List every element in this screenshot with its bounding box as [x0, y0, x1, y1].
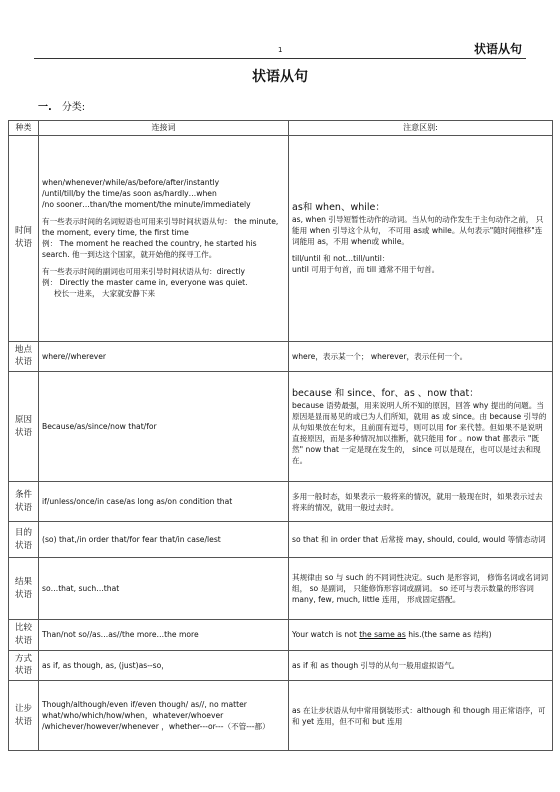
- note-purpose: so that 和 in order that 后常接 may, should, could, would 等情态动词: [289, 522, 553, 558]
- kind-condition: [9, 482, 39, 522]
- kind-reason-text: 原因 状语: [14, 414, 32, 438]
- note-condition: 多用一般时态，如果表示一般将来的情况，就用一般现在时，如果表示过去将来的情况，就用一般过去时。: [289, 482, 553, 522]
- page-number: 1: [278, 46, 283, 54]
- section-heading: [38, 98, 85, 113]
- header-conj: 连接词: [39, 121, 289, 136]
- page-header: [34, 36, 526, 59]
- time-example-1: 例： The moment he reached the country, he started his search. 他一到达这个国家，就开始他的探寻工作。: [42, 239, 257, 260]
- note-reason-text: because 语势最强，用来说明人所不知的原因，回答 why 提出的问题。当原因是显而易见的或已为人们所知，就用 as 或 since。由 because 引导的从句如果放在句末，且前面有逗号，则可以用 for 来代替。但如果不是说明直接原因，而是多种情况加以推断，就只能用 for 。now that 都表示 "既然" now that 一定是现在发生的， since 可以是现在，也可以是过去和现在。: [292, 401, 547, 466]
- note-time: [289, 135, 553, 341]
- conj-time: [39, 135, 289, 341]
- note-till-text: until 可用于句首，而 till 通常不用于句首。: [292, 265, 440, 275]
- note-compare: [289, 620, 553, 651]
- table-row-manner: [9, 650, 553, 681]
- kind-manner-text: 方式 状语: [14, 653, 32, 677]
- conj-reason: Because/as/since/now that/for: [39, 372, 289, 482]
- clause-table: [8, 120, 553, 751]
- note-result: 其规律由 so 与 such 的不同词性决定。such 是形容词， 修饰名词或名词词组， so 是副词， 只能修饰形容词或副词。 so 还可与表示数量的形容词 many, few, much, little 连用， 形成固定搭配。: [289, 558, 553, 620]
- conj-concession: Though/although/even if/even though/ as//, no matter what/who/which/how/when，whatever/whoever /whichever/however/whenever ，whether---or---（不管---都）: [39, 681, 289, 751]
- header-title: 状语从句: [473, 42, 522, 56]
- note-till-heading: till/until 和 not…till/until：: [292, 254, 390, 264]
- kind-condition-text: 条件 状语: [14, 489, 32, 513]
- table-row-purpose: [9, 522, 553, 558]
- kind-compare-text: 比较 状语: [14, 623, 32, 646]
- conj-purpose: (so) that,/in order that/for fear that/in case/lest: [39, 522, 289, 558]
- conj-place: where//wherever: [39, 341, 289, 372]
- kind-result-text: 结果 状语: [14, 576, 32, 600]
- note-time-heading: as和 when、while：: [292, 201, 385, 213]
- note-reason: [289, 372, 553, 482]
- table-row-time: [9, 135, 553, 341]
- conj-result: so…that, such…that: [39, 558, 289, 620]
- section-label: 分类:: [61, 102, 86, 113]
- kind-purpose: [9, 522, 39, 558]
- kind-concession-text: 让步 状语: [14, 703, 32, 727]
- conj-condition: if/unless/once/in case/as long as/on condition that: [39, 482, 289, 522]
- table-header-row: [9, 121, 553, 136]
- kind-place: [9, 341, 39, 372]
- time-noun-phrase-text: 有一些表示时间的名词短语也可用来引导时间状语从句： the minute, the moment, every time, the first time: [42, 217, 279, 238]
- table-row-condition: [9, 482, 553, 522]
- kind-result: [9, 558, 39, 620]
- table-row-concession: [9, 681, 553, 751]
- kind-purpose-text: 目的 状语: [14, 527, 32, 551]
- conj-time-line: /no sooner…than/the moment/the minute/immediately: [42, 200, 251, 210]
- kind-compare: [9, 620, 39, 651]
- kind-concession: [9, 681, 39, 751]
- table-row-compare: [9, 620, 553, 651]
- page-title: 状语从句: [252, 69, 308, 85]
- kind-time: [9, 135, 39, 341]
- table-row-reason: [9, 372, 553, 482]
- kind-time-text: 时间 状语: [14, 226, 32, 250]
- kind-place-text: 地点 状语: [14, 344, 32, 368]
- conj-compare: Than/not so//as…as//the more…the more: [39, 620, 289, 651]
- header-kind: 种类: [9, 121, 39, 136]
- time-example-2: 例： Directly the master came in, everyone was quiet.: [42, 278, 248, 288]
- section-number: 一.: [38, 102, 52, 113]
- note-concession: as 在让步状语从句中常用倒装形式：although 和 though 用正常语序，可和 yet 连用，但不可和 but 连用: [289, 681, 553, 751]
- note-compare-post: his.(the same as 结构): [405, 630, 492, 640]
- table-row-place: [9, 341, 553, 372]
- conj-time-line: when/whenever/while/as/before/after/instantly: [42, 178, 220, 188]
- note-reason-heading: because 和 since、for、as 、now that：: [292, 387, 479, 399]
- conj-manner: as if, as though, as, (just)as--so，: [39, 650, 289, 681]
- note-manner: as if 和 as though 引导的从句一般用虚拟语气。: [289, 650, 553, 681]
- time-adverb-text: 有一些表示时间的副词也可用来引导时间状语从句：directly: [42, 267, 245, 277]
- kind-manner: [9, 650, 39, 681]
- conj-time-line: /until/till/by the time/as soon as/hardly…when: [42, 189, 217, 199]
- note-time-text: as, when 引导短暂性动作的动词。当从句的动作发生于主句动作之前， 只能用 when 引导这个从句， 不可用 as或 while。从句表示"随时间推移"连词能用 as，不用 when或 while。: [292, 215, 544, 247]
- note-compare-pre: Your watch is not: [292, 630, 360, 640]
- note-place: where，表示某一个； wherever，表示任何一个。: [289, 341, 553, 372]
- table-row-result: [9, 558, 553, 620]
- kind-reason: [9, 372, 39, 482]
- note-compare-underlined: the same as: [359, 630, 406, 640]
- header-note: 注意区别:: [289, 121, 553, 136]
- time-example-2-translation: 校长一进来， 大家就安静下来: [54, 289, 156, 299]
